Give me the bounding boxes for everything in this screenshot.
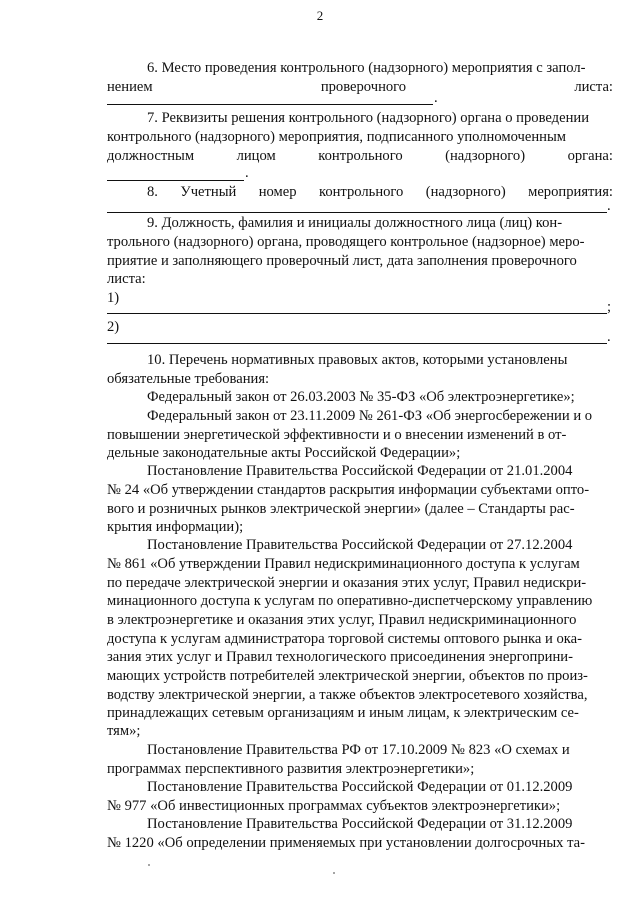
s10-line-13: по передаче электрической энергии и оказания этих услуг, Правил недискри- [107, 575, 587, 591]
s9-item-1-blank-line [107, 313, 607, 314]
s8-blank-end: . [607, 198, 611, 214]
s10-line-26: Постановление Правительства Российской Федерации от 31.12.2009 [147, 816, 573, 832]
s6-line-1: 6. Место проведения контрольного (надзорного) мероприятия с запол- [147, 60, 586, 76]
s10-line-24: Постановление Правительства Российской Федерации от 01.12.2009 [147, 779, 573, 795]
s10-line-4: Федеральный закон от 23.11.2009 № 261-ФЗ «Об энергосбережении и о [147, 408, 593, 424]
s10-line-3: Федеральный закон от 26.03.2003 № 35-ФЗ «Об электроэнергетике»; [147, 389, 575, 405]
s7-blank-line [107, 180, 244, 181]
s9-item-1-label: 1) [107, 290, 120, 306]
s10-line-15: в электроэнергетике и оказания этих услуг, Правил недискриминационного [107, 612, 577, 628]
scan-speck [333, 872, 335, 874]
s10-line-5: повышении энергетической эффективности и о внесении изменений в от- [107, 427, 567, 443]
s6-blank-line [107, 104, 433, 105]
s10-line-21: тям»; [107, 723, 141, 739]
s9-line-3: приятие и заполняющего проверочный лист, дата заполнения проверочного [107, 253, 577, 269]
page-number: 2 [316, 8, 324, 23]
s10-line-11: Постановление Правительства Российской Федерации от 27.12.2004 [147, 537, 573, 553]
s7-line-3: должностным лицом контрольного (надзорного) органа: [107, 148, 613, 164]
s6-line-2: нением проверочного листа: [107, 79, 613, 95]
s10-line-27: № 1220 «Об определении применяемых при установлении долгосрочных та- [107, 835, 585, 851]
s10-line-6: дельные законодательные акты Российской Федерации»; [107, 445, 461, 461]
s7-blank-end: . [245, 165, 249, 181]
s10-line-10: крытия информации); [107, 519, 244, 535]
s10-line-12: № 861 «Об утверждении Правил недискриминационного доступа к услугам [107, 556, 580, 572]
s10-line-22: Постановление Правительства РФ от 17.10.2009 № 823 «О схемах и [147, 742, 570, 758]
s9-line-1: 9. Должность, фамилия и инициалы должностного лица (лиц) кон- [147, 215, 563, 231]
s10-line-16: доступа к услугам администратора торговой системы оптового рынка и ока- [107, 631, 582, 647]
scan-speck [148, 864, 150, 866]
s10-line-2: обязательные требования: [107, 371, 270, 387]
s9-item-1-end: ; [607, 299, 612, 315]
s9-item-2-end: . [607, 329, 611, 345]
s7-line-1: 7. Реквизиты решения контрольного (надзорного) органа о проведении [147, 110, 590, 126]
s10-line-20: принадлежащих сетевым организациям и иным лицам, к электрическим се- [107, 705, 579, 721]
s9-item-2-label: 2) [107, 319, 120, 335]
s9-line-4: листа: [107, 271, 146, 287]
s10-line-8: № 24 «Об утверждении стандартов раскрытия информации субъектами опто- [107, 482, 590, 498]
s10-line-25: № 977 «Об инвестиционных программах субъектов электроэнергетики»; [107, 798, 561, 814]
s8-blank-line [107, 212, 607, 213]
s10-line-23: программах перспективного развития электроэнергетики»; [107, 761, 475, 777]
s10-line-9: вого и розничных рынков электрической энергии» (далее – Стандарты рас- [107, 501, 575, 517]
s10-line-7: Постановление Правительства Российской Федерации от 21.01.2004 [147, 463, 573, 479]
s10-line-19: водству электрической энергии, а также объектов электросетевого хозяйства, [107, 687, 588, 703]
s9-item-2-blank-line [107, 343, 607, 344]
s6-blank-end: . [434, 90, 438, 106]
s10-line-17: зания этих услуг и Правил технологического присоединения энергоприни- [107, 649, 573, 665]
s8-line-1: 8. Учетный номер контрольного (надзорного) мероприятия: [147, 184, 613, 200]
s10-line-18: мающих устройств потребителей электрической энергии, объектов по произ- [107, 668, 588, 684]
s7-line-2: контрольного (надзорного) мероприятия, подписанного уполномоченным [107, 129, 567, 145]
s9-line-2: трольного (надзорного) органа, проводящего контрольное (надзорное) меро- [107, 234, 585, 250]
s10-line-14: минационного доступа к услугам по оперативно-диспетчерскому управлению [107, 593, 593, 609]
s10-line-1: 10. Перечень нормативных правовых актов, которыми установлены [147, 352, 568, 368]
